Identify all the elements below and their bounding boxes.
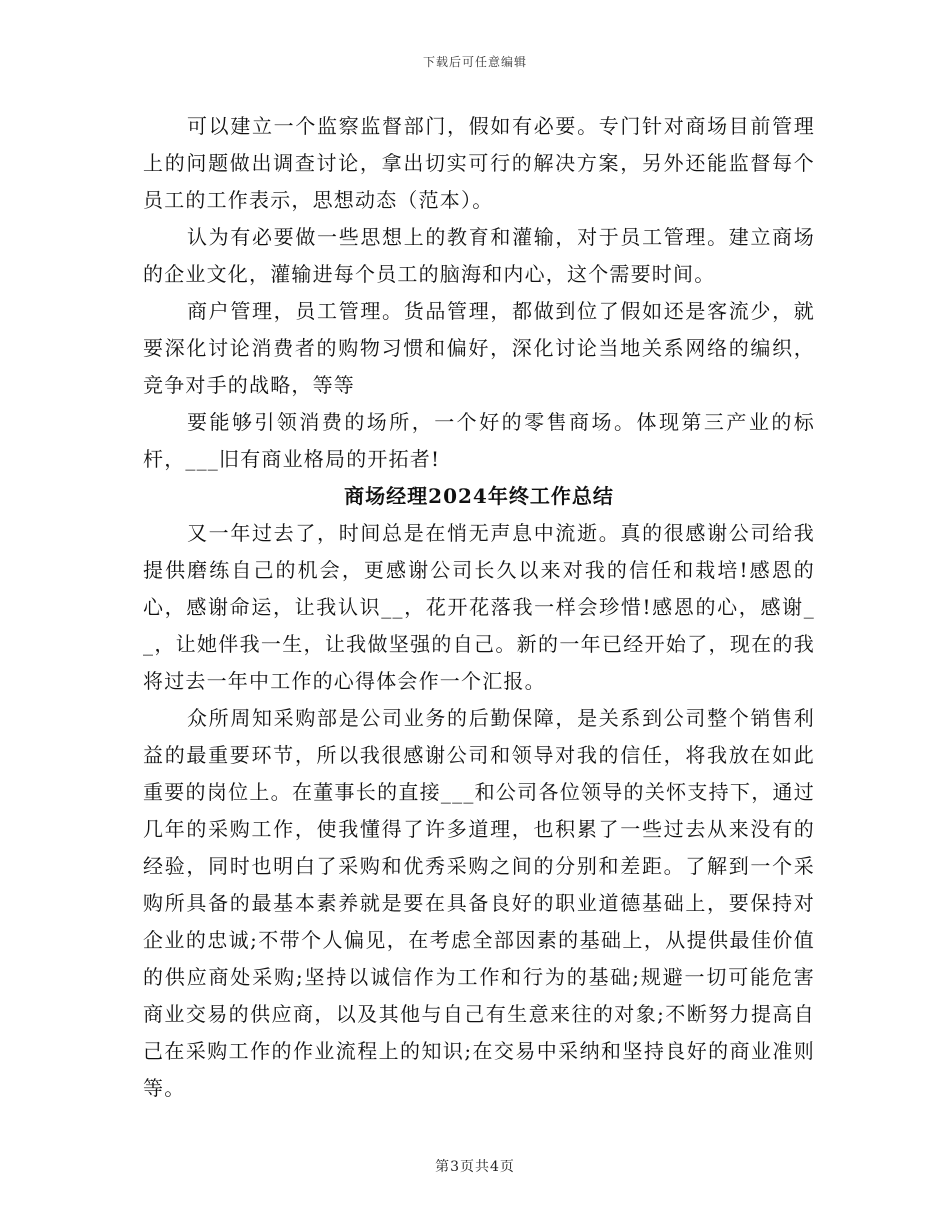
page-number: 第3页共4页 xyxy=(435,1159,515,1175)
header-note: 下载后可任意编辑 xyxy=(422,55,527,69)
paragraph-supervision-department: 可以建立一个监察监督部门，假如有必要。专门针对商场目前管理上的问题做出调查讨论，拿出切实可行的解决方案，另外还能监督每个员工的工作表示，思想动态（范本）。 xyxy=(143,114,815,212)
paragraph-purchasing-department: 众所周知采购部是公司业务的后勤保障，是关系到公司整个销售利益的最重要环节，所以我很感谢公司和领导对我的信任，将我放在如此重要的岗位上。在董事长的直接___和公司各位领导的关怀支持下，通过几年的采购工作，使我懂得了许多道理，也积累了一些过去从来没有的经验，同时也明白了采购和优秀采购之间的分别和差距。了解到一个采购所具备的最基本素养就是要在具备良好的职业道德基础上，要保持对企业的忠诚;不带个人偏见，在考虑全部因素的基础上，从提供最佳价值的供应商处采购;坚持以诚信作为工作和行为的基础;规避一切可能危害商业交易的供应商，以及其他与自己有生意来往的对象;不断努力提高自己在采购工作的作业流程上的知识;在交易中采纳和坚持良好的商业准则等。 xyxy=(143,706,815,1100)
paragraph-ideological-education: 认为有必要做一些思想上的教育和灌输，对于员工管理。建立商场的企业文化，灌输进每个员工的脑海和内心，这个需要时间。 xyxy=(143,225,815,286)
section-title: 商场经理2024年终工作总结 xyxy=(344,484,614,508)
paragraph-year-review: 又一年过去了，时间总是在悄无声息中流逝。真的很感谢公司给我提供磨练自己的机会，更感谢公司长久以来对我的信任和栽培!感恩的心，感谢命运，让我认识__，花开花落我一样会珍惜!感恩的心，感谢__，让她伴我一生，让我做坚强的自己。新的一年已经开始了，现在的我将过去一年中工作的心得体会作一个汇报。 xyxy=(143,521,815,693)
paragraph-retail-benchmark: 要能够引领消费的场所，一个好的零售商场。体现第三产业的标杆，___旧有商业格局的开拓者! xyxy=(143,410,815,471)
paragraph-merchant-management: 商户管理，员工管理。货品管理，都做到位了假如还是客流少，就要深化讨论消费者的购物习惯和偏好，深化讨论当地关系网络的编织，竞争对手的战略，等等 xyxy=(143,299,815,397)
document-body xyxy=(143,108,815,1107)
